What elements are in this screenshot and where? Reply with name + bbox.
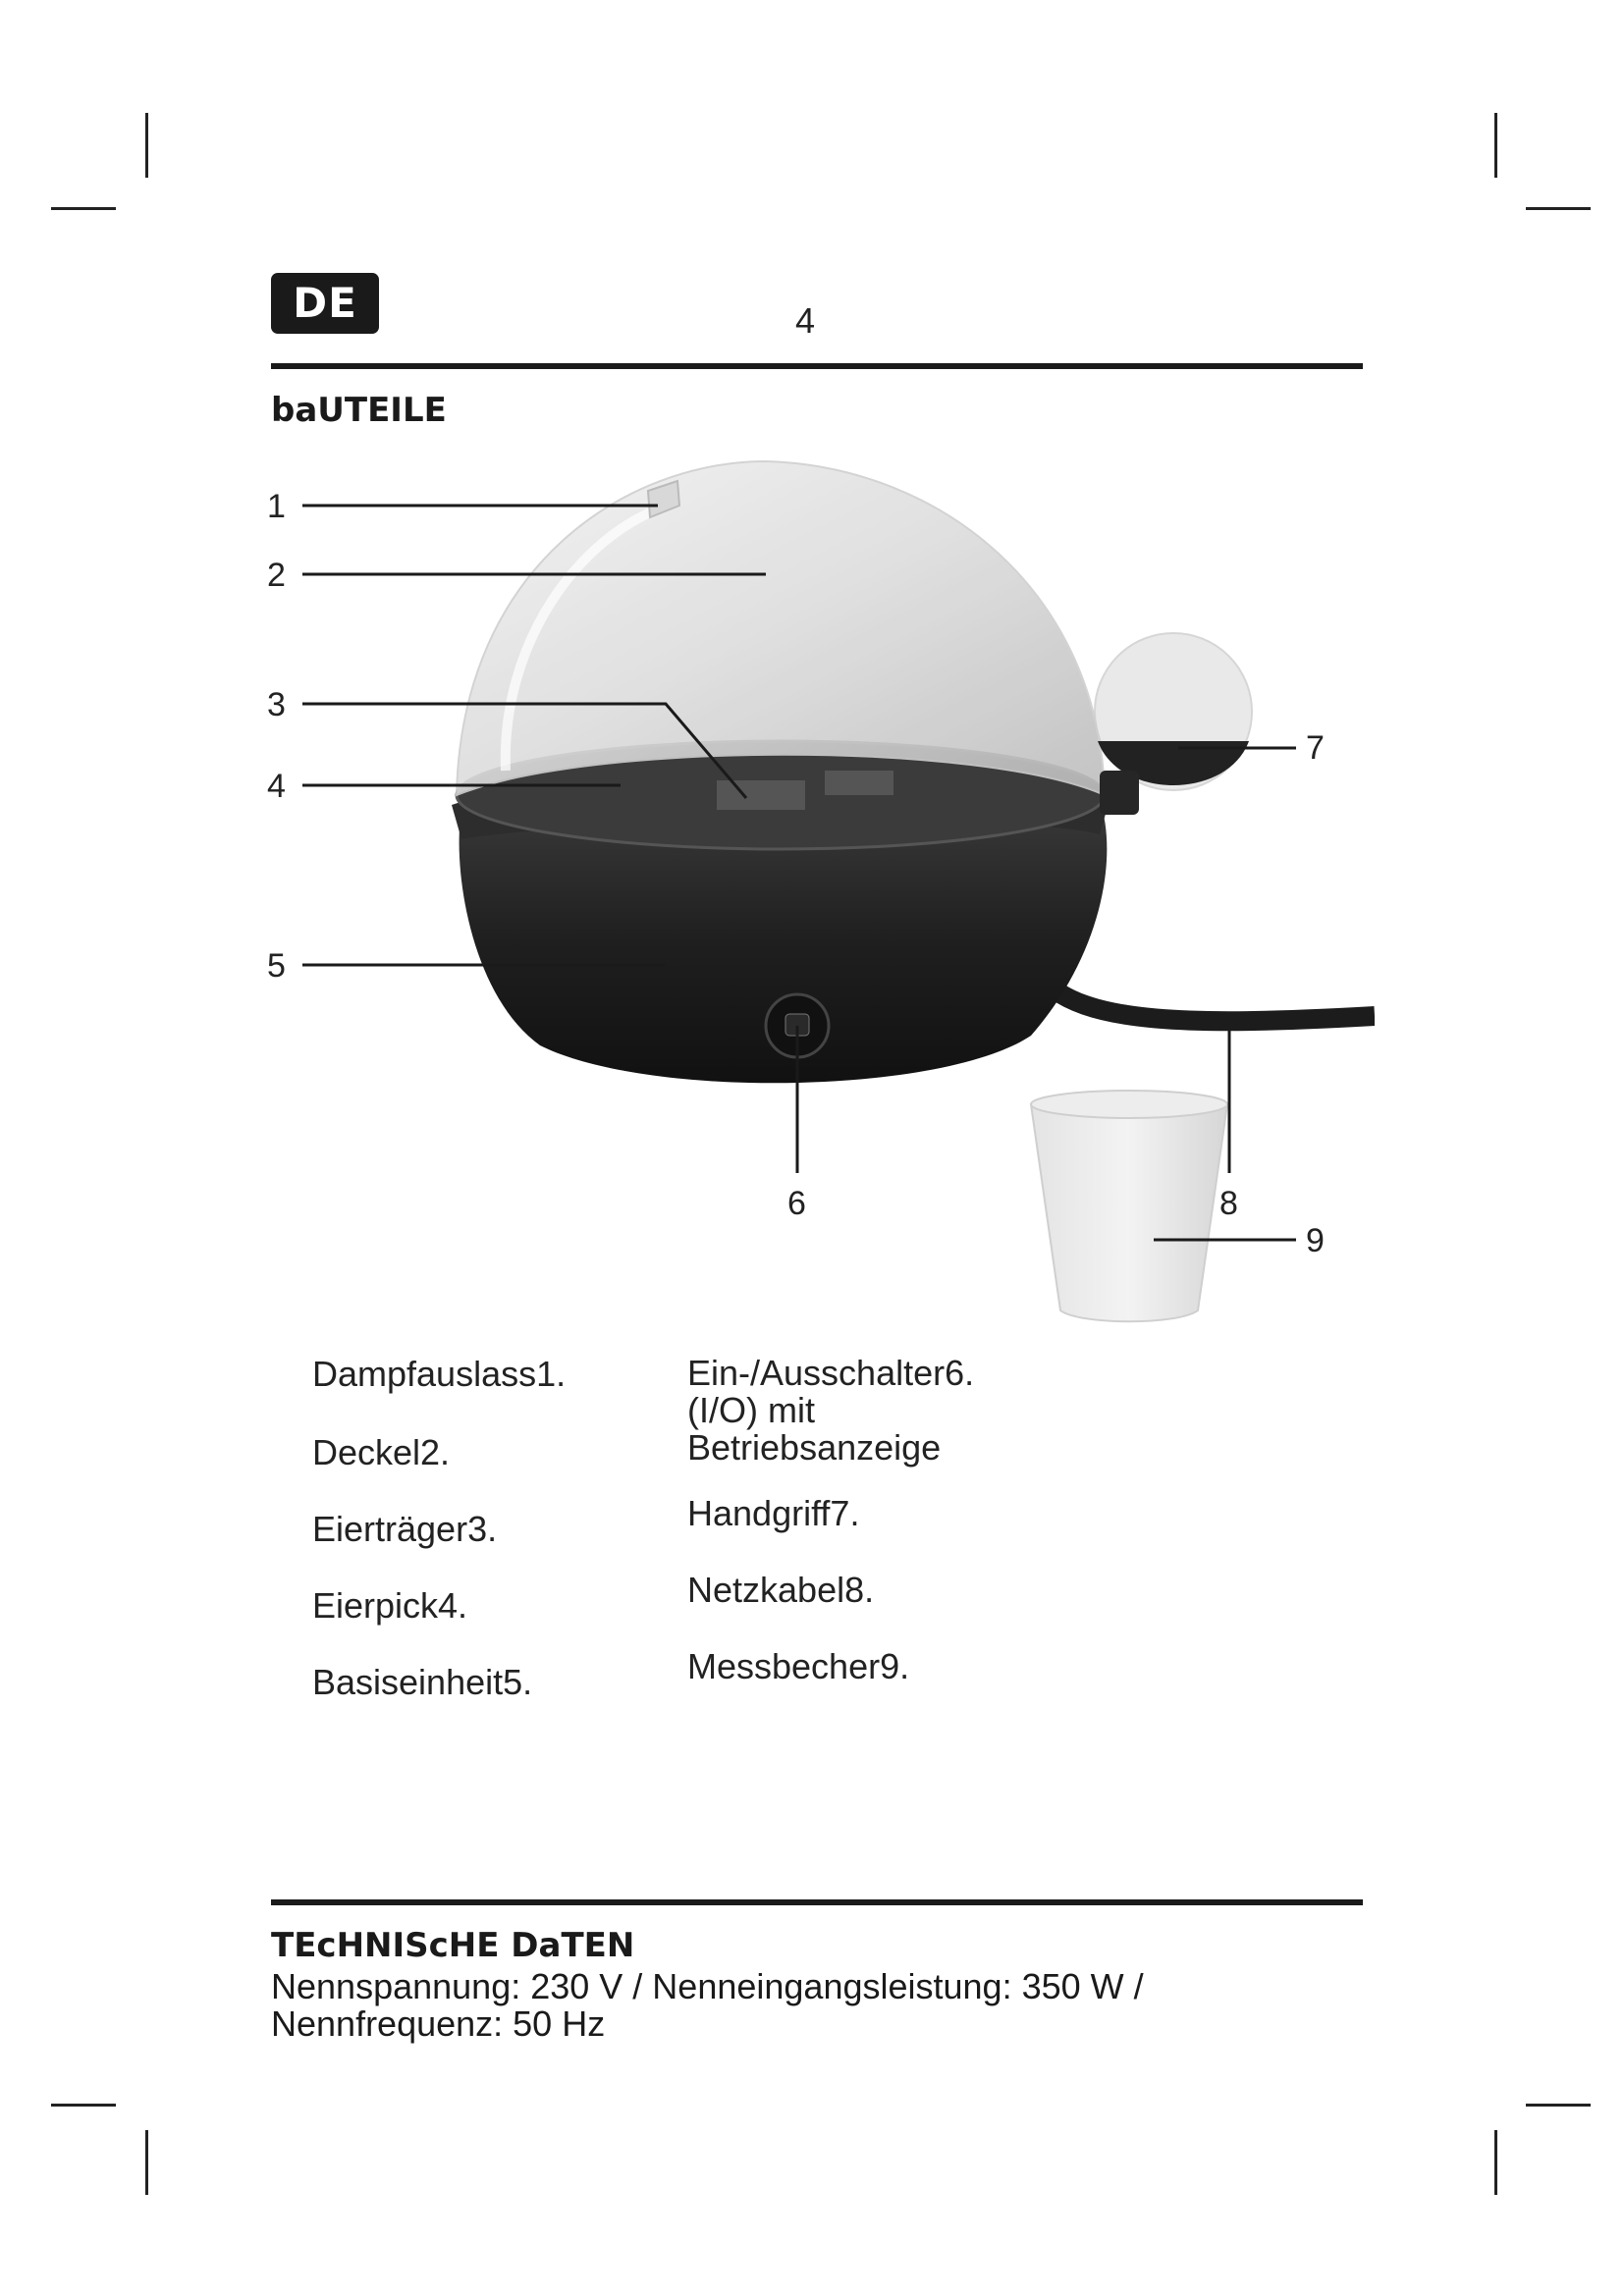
part-item: Dampfauslass1. [312,1354,567,1394]
crop-mark [145,2130,148,2195]
part-item-6-line: Betriebsanzeige [687,1427,942,1468]
callout-6: 6 [787,1185,806,1222]
dome-lid [457,461,1105,795]
callout-2: 2 [267,557,286,594]
power-cord [1041,977,1375,1021]
part-item-6-line: (I/O) mit [687,1390,815,1430]
page-number: 4 [795,300,816,341]
part-item: Basiseinheit5. [312,1662,533,1702]
parts-section-title: baUTEILE [271,391,447,430]
tech-section-rule [271,1899,1363,1905]
part-item-6-line: Ein-/Ausschalter6. [687,1353,975,1393]
crop-mark [51,2104,116,2107]
tech-spec-line: Nennspannung: 230 V / Nenneingangsleistung: 350 W / [271,1966,1144,2006]
crop-mark [1494,113,1497,178]
part-item: Eierpick4. [312,1585,468,1626]
part-item: Handgriff7. [687,1493,860,1533]
parts-list-left [312,1355,566,1702]
part-item-6 [687,1355,974,1467]
crop-mark [51,207,116,210]
header-rule [271,363,1363,369]
egg-cooker-figure [255,447,1375,1369]
tech-specs [271,1968,1144,2043]
tech-spec-line: Nennfrequenz: 50 Hz [271,2003,606,2044]
callout-1: 1 [267,488,286,525]
crop-mark [145,113,148,178]
tech-section-title: TEcHNIScHE DaTEN [271,1926,635,1965]
callout-3: 3 [267,686,286,723]
callout-4: 4 [267,768,286,805]
crop-mark [1526,207,1591,210]
crop-mark [1494,2130,1497,2195]
measuring-cup [1031,1097,1227,1322]
part-item: Netzkabel8. [687,1570,875,1610]
crop-mark [1526,2104,1591,2107]
parts-list-right [687,1355,974,1686]
part-item: Messbecher9. [687,1646,910,1686]
part-item: Eierträger3. [312,1509,498,1549]
callout-5: 5 [267,947,286,985]
callout-8: 8 [1219,1185,1238,1222]
part-item: Deckel2. [312,1432,451,1472]
callout-9: 9 [1306,1222,1325,1259]
language-badge: DE [271,273,379,334]
callout-7: 7 [1306,729,1325,767]
